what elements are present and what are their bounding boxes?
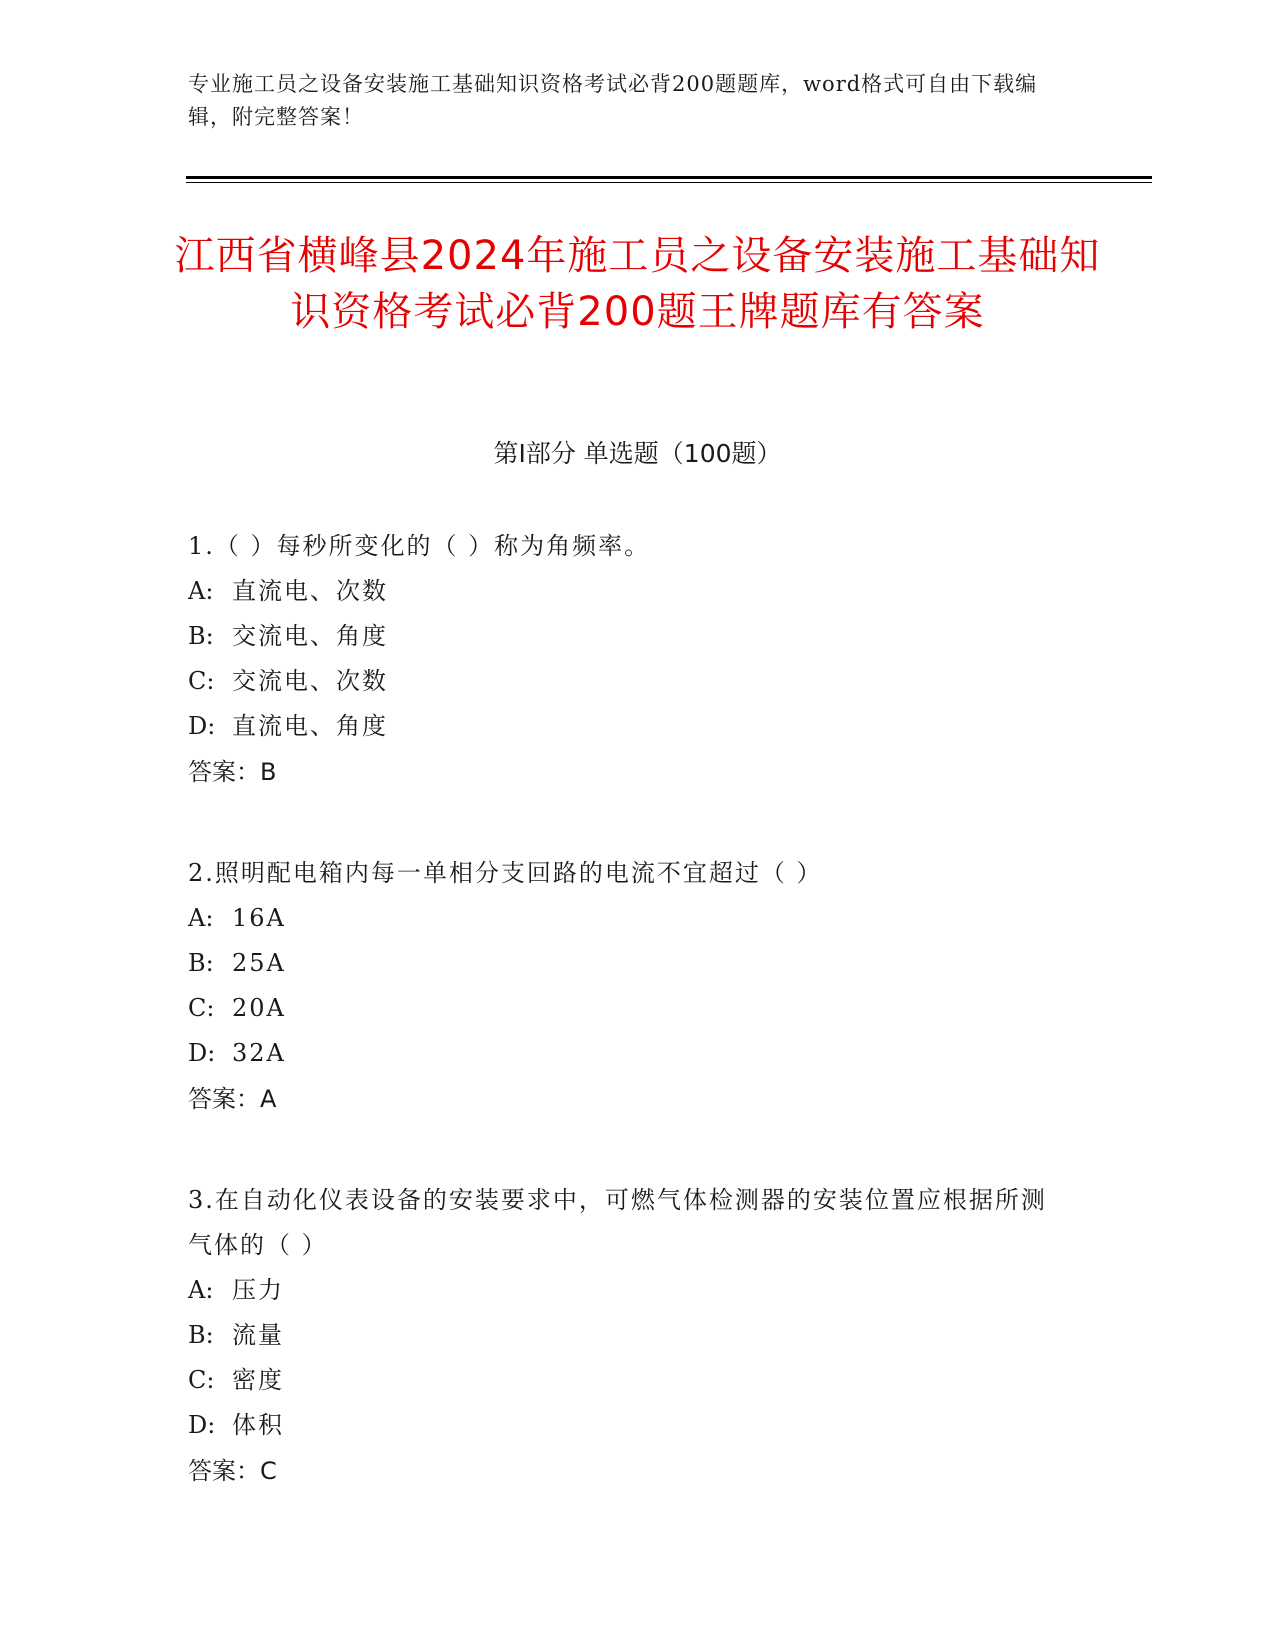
answer-line: 答案：C (188, 1457, 277, 1485)
option-text: 流量 (232, 1321, 284, 1349)
option-d (188, 1403, 1088, 1448)
option-b (188, 1313, 1088, 1358)
option-text: 压力 (232, 1276, 284, 1304)
option-b (188, 941, 1088, 986)
option-d (188, 1031, 1088, 1076)
document-title: 江西省横峰县2024年施工员之设备安装施工基础知识资格考试必背200题王牌题库有答案 (174, 233, 1101, 335)
question-list (188, 524, 1088, 1550)
option-label: C: (188, 667, 215, 695)
option-label: C: (188, 994, 215, 1022)
option-label: D: (188, 1039, 216, 1067)
option-text: 体积 (232, 1411, 284, 1439)
option-text: 密度 (232, 1366, 284, 1394)
option-text: 20A (232, 994, 286, 1022)
option-label: B: (188, 1321, 214, 1349)
answer-line: 答案：B (188, 758, 277, 786)
option-text: 交流电、角度 (232, 622, 388, 650)
question-stem: 2.照明配电箱内每一单相分支回路的电流不宜超过（ ） (188, 859, 823, 887)
option-text: 直流电、次数 (232, 577, 388, 605)
option-label: D: (188, 712, 216, 740)
header-note: 专业施工员之设备安装施工基础知识资格考试必背200题题库，word格式可自由下载编辑，附完整答案！ (188, 72, 1038, 129)
option-a (188, 896, 1088, 941)
option-c (188, 1358, 1088, 1403)
divider-thick-line (186, 176, 1152, 179)
option-label: A: (188, 1276, 214, 1304)
divider-thin-line (186, 182, 1152, 183)
option-label: A: (188, 904, 214, 932)
option-c (188, 986, 1088, 1031)
question-2 (188, 851, 1088, 1122)
option-label: A: (188, 577, 214, 605)
header-divider (186, 176, 1152, 183)
option-label: B: (188, 949, 214, 977)
option-label: D: (188, 1411, 216, 1439)
option-text: 25A (232, 949, 286, 977)
option-d (188, 704, 1088, 749)
option-c (188, 659, 1088, 704)
option-text: 交流电、次数 (232, 667, 388, 695)
question-3 (188, 1178, 1088, 1494)
answer-line: 答案：A (188, 1085, 277, 1113)
option-a (188, 569, 1088, 614)
question-1 (188, 524, 1088, 795)
option-label: B: (188, 622, 214, 650)
question-stem: 3.在自动化仪表设备的安装要求中，可燃气体检测器的安装位置应根据所测气体的（ ） (188, 1186, 1047, 1259)
question-stem: 1.（ ）每秒所变化的（ ）称为角频率。 (188, 532, 651, 560)
section-heading: 第Ⅰ部分 单选题（100题） (493, 439, 782, 468)
option-text: 直流电、角度 (232, 712, 388, 740)
option-text: 16A (232, 904, 286, 932)
option-text: 32A (232, 1039, 286, 1067)
option-a (188, 1268, 1088, 1313)
option-b (188, 614, 1088, 659)
option-label: C: (188, 1366, 215, 1394)
